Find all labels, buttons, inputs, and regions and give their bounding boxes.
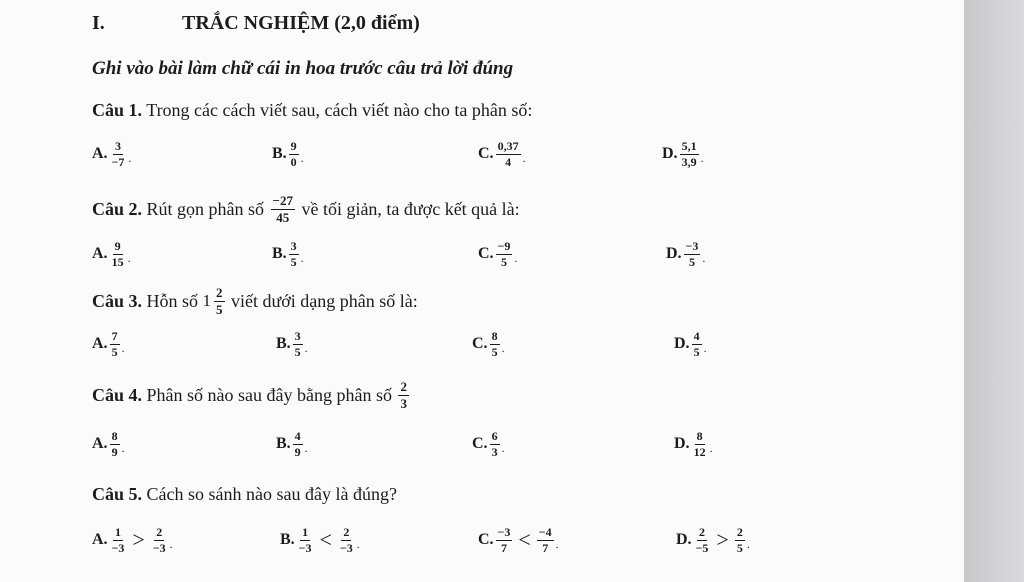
option-letter: A. [92, 335, 108, 353]
comparison-operator: < [319, 527, 332, 553]
option-letter: A. [92, 531, 108, 549]
question-text: Trong các cách viết sau, cách viết nào cho ta phân số: [146, 100, 533, 120]
q5-option-c: C. $\frac{-3}{7}$ < $\frac{-4}{7}$ . [478, 525, 559, 555]
fraction [214, 286, 225, 316]
numerator: 2 [216, 285, 223, 300]
question-label: Câu 1. [92, 100, 143, 120]
question-3 [92, 286, 418, 316]
q5-option-a: A. $\frac{1}{-3}$ > $\frac{2}{-3}$ . [92, 525, 173, 555]
q4-option-d: D. $\frac{8}{12}$ . [674, 429, 713, 459]
option-letter: D. [674, 435, 690, 453]
denominator: 0 [290, 154, 297, 169]
denominator: 3 [400, 395, 407, 411]
denominator: 3 [491, 444, 498, 459]
denominator: 7 [542, 540, 549, 555]
fraction [692, 430, 708, 458]
fraction [110, 526, 127, 554]
option-letter: D. [676, 531, 692, 549]
comparison-operator: > [132, 527, 145, 553]
denominator: 5 [290, 254, 297, 269]
numerator: 2 [736, 525, 743, 539]
fraction [684, 240, 701, 268]
q3-option-c: C. $\frac{8}{5}$ . [472, 329, 505, 359]
option-letter: D. [662, 145, 678, 163]
fraction [537, 526, 554, 554]
option-letter: C. [478, 531, 494, 549]
q4-option-a: A. $\frac{8}{9}$ . [92, 429, 125, 459]
fraction [271, 194, 295, 224]
denominator: −3 [152, 540, 166, 555]
q2-option-c: C. $\frac{-9}{5}$ . [478, 239, 518, 269]
numerator: −3 [497, 525, 511, 539]
q4-option-c: C. $\frac{6}{3}$ . [472, 429, 505, 459]
q1-option-b: B. $\frac{9}{0}$ . [272, 139, 304, 169]
fraction [110, 240, 126, 268]
numerator: −3 [685, 239, 699, 253]
numerator: 5,1 [681, 139, 697, 153]
denominator: 12 [693, 444, 706, 459]
section-heading [92, 12, 420, 35]
numerator: 8 [696, 429, 703, 443]
question-1 [92, 100, 532, 121]
numerator: 3 [114, 139, 121, 153]
question-4 [92, 380, 411, 410]
q4-option-b: B. $\frac{4}{9}$ . [276, 429, 308, 459]
option-letter: B. [276, 335, 291, 353]
question-label: Câu 4. [92, 384, 143, 405]
q3-option-b: B. $\frac{3}{5}$ . [276, 329, 308, 359]
numerator: −9 [497, 239, 511, 253]
denominator: 5 [736, 540, 743, 555]
denominator: 5 [693, 344, 700, 359]
numerator: 2 [698, 525, 705, 539]
numerator: 3 [294, 329, 301, 343]
numerator: 0,37 [497, 139, 519, 153]
fraction [293, 330, 303, 358]
q2-option-a: A. $\frac{9}{15}$ . [92, 239, 131, 269]
fraction [297, 526, 314, 554]
question-label: Câu 2. [92, 198, 143, 219]
q1-option-a: A. $\frac{3}{-7}$ . [92, 139, 132, 169]
fraction [110, 330, 120, 358]
denominator: 5 [294, 344, 301, 359]
fraction [496, 140, 521, 168]
fraction [289, 140, 299, 168]
numerator: 8 [111, 429, 118, 443]
denominator: 9 [294, 444, 301, 459]
fraction [289, 240, 299, 268]
fraction [735, 526, 745, 554]
denominator: 4 [505, 154, 512, 169]
question-label: Câu 3. [92, 290, 143, 311]
fraction [694, 526, 711, 554]
section-title: TRẮC NGHIỆM (2,0 điểm) [182, 12, 420, 34]
numerator: 9 [290, 139, 297, 153]
fraction [496, 526, 513, 554]
q2-option-b: B. $\frac{3}{5}$ . [272, 239, 304, 269]
question-text: Phân số nào sau đây bằng phân số [146, 384, 392, 405]
numerator: 6 [491, 429, 498, 443]
fraction [490, 430, 500, 458]
denominator: 5 [491, 344, 498, 359]
option-letter: D. [674, 335, 690, 353]
denominator: 5 [688, 254, 695, 269]
numerator: 2 [400, 379, 407, 394]
question-text: Rút gọn phân số [146, 198, 265, 219]
denominator: 5 [111, 344, 118, 359]
denominator: 9 [111, 444, 118, 459]
numerator: −4 [538, 525, 552, 539]
numerator: 8 [491, 329, 498, 343]
numerator: 3 [290, 239, 297, 253]
fraction [398, 380, 409, 410]
question-text: Hỗn số [146, 290, 199, 311]
question-label: Câu 5. [92, 484, 143, 504]
denominator: −3 [298, 540, 312, 555]
fraction [496, 240, 513, 268]
fraction [151, 526, 168, 554]
q5-option-b: B. $\frac{1}{-3}$ < $\frac{2}{-3}$ . [280, 525, 360, 555]
option-letter: C. [478, 245, 494, 263]
option-letter: B. [272, 245, 287, 263]
numerator: 4 [294, 429, 301, 443]
option-letter: B. [276, 435, 291, 453]
viewer-side-margin [964, 0, 1024, 582]
numerator: 1 [302, 525, 309, 539]
option-letter: B. [272, 145, 287, 163]
numerator: 9 [114, 239, 121, 253]
option-letter: D. [666, 245, 682, 263]
option-letter: C. [472, 335, 488, 353]
question-text-cont: viết dưới dạng phân số là: [231, 290, 418, 311]
fraction [110, 430, 120, 458]
fraction [692, 330, 702, 358]
question-text: Cách so sánh nào sau đây là đúng? [146, 484, 397, 504]
numerator: 1 [114, 525, 121, 539]
denominator: 7 [500, 540, 507, 555]
fraction [338, 526, 355, 554]
q5-option-d: D. $\frac{2}{-5}$ > $\frac{2}{5}$ . [676, 525, 750, 555]
denominator: −3 [339, 540, 353, 555]
option-letter: B. [280, 531, 295, 549]
q3-option-d: D. $\frac{4}{5}$ . [674, 329, 707, 359]
comparison-operator: < [518, 527, 531, 553]
fraction [110, 140, 127, 168]
fraction [490, 330, 500, 358]
numerator: 4 [693, 329, 700, 343]
fraction [293, 430, 303, 458]
denominator: 5 [500, 254, 507, 269]
q2-option-d: D. $\frac{-3}{5}$ . [666, 239, 706, 269]
question-2 [92, 194, 520, 224]
numerator: −27 [272, 193, 293, 208]
instruction-text: Ghi vào bài làm chữ cái in hoa trước câu trả lời đúng [92, 58, 514, 79]
q1-option-d: D. $\frac{5,1}{3,9}$ . [662, 139, 704, 169]
numerator: 7 [111, 329, 118, 343]
question-5 [92, 484, 397, 505]
q1-option-c: C. $\frac{0,37}{4}$ . [478, 139, 526, 169]
option-letter: C. [472, 435, 488, 453]
fraction [680, 140, 699, 168]
question-text-cont: về tối giản, ta được kết quả là: [301, 198, 520, 219]
denominator: −5 [695, 540, 709, 555]
q3-option-a: A. $\frac{7}{5}$ . [92, 329, 125, 359]
option-letter: A. [92, 435, 108, 453]
option-letter: C. [478, 145, 494, 163]
option-letter: A. [92, 145, 108, 163]
comparison-operator: > [716, 527, 729, 553]
numerator: 2 [343, 525, 350, 539]
section-number: I. [92, 12, 105, 34]
option-letter: A. [92, 245, 108, 263]
numerator: 2 [156, 525, 163, 539]
denominator: 3,9 [681, 154, 697, 169]
denominator: 15 [111, 254, 124, 269]
mixed-number-integer: 1 [202, 291, 212, 311]
denominator: 5 [216, 301, 223, 317]
denominator: −3 [111, 540, 125, 555]
denominator: 45 [276, 209, 290, 225]
denominator: −7 [111, 154, 125, 169]
